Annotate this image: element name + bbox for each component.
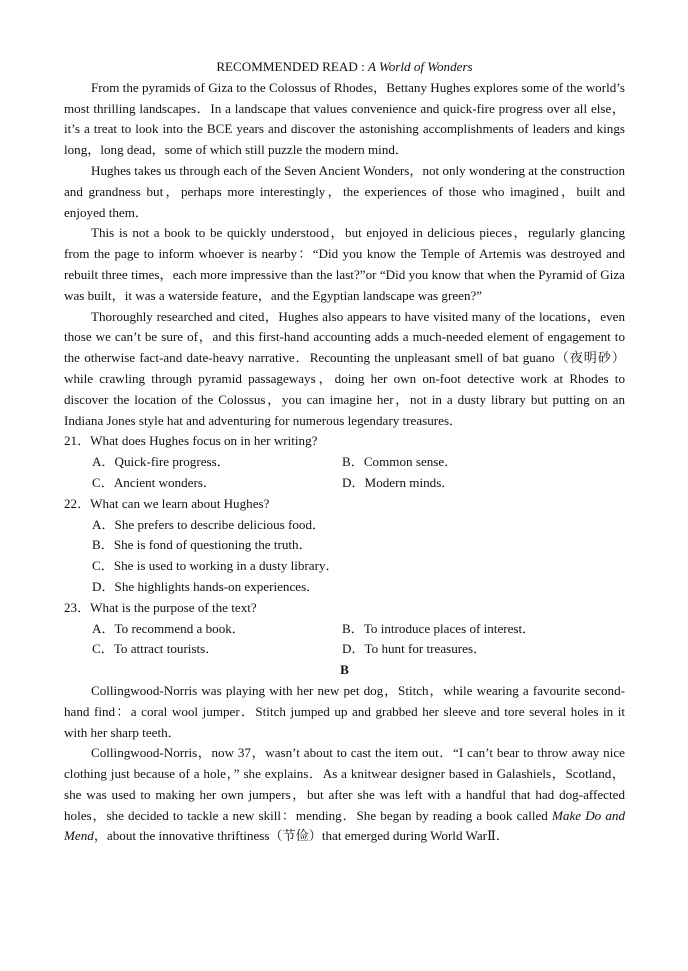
passage-b-book-title: Make Do and Mend xyxy=(64,807,625,844)
section-b-heading: B xyxy=(340,662,349,678)
question-21-option-b: B．Common sense． xyxy=(342,454,458,470)
question-23-option-b: B．To introduce places of interest． xyxy=(342,620,536,636)
question-23-option-d: D．To hunt for treasures． xyxy=(342,641,487,657)
question-21-option-d: D．Modern minds． xyxy=(342,474,455,490)
passage-b-paragraph-2 xyxy=(64,743,625,847)
question-22-option-b: B．She is fond of questioning the truth． xyxy=(92,537,312,553)
question-22-stem: 22．What can we learn about Hughes? xyxy=(64,495,270,511)
question-23-options-row-1 xyxy=(64,619,625,640)
passage-a-paragraph-3: This is not a book to be quickly understood，but enjoyed in delicious pieces，regularly glancing from the page to inform whoever is nearby：“Did you know the Temple of Artemis was destroyed and rebuilt three times，each more impressive than the last?”or “Did you know that when the Pyramid of Giza was built，it was a waterside feature，and the Egyptian landscape was green?” xyxy=(64,225,625,303)
question-21-option-c: C．Ancient wonders． xyxy=(92,474,217,490)
exam-page xyxy=(64,57,625,847)
question-21-option-a: A．Quick-fire progress． xyxy=(92,454,230,470)
question-23-option-c: C．To attract tourists． xyxy=(92,641,219,657)
passage-a-paragraph-1: From the pyramids of Giza to the Colossus of Rhodes，Bettany Hughes explores some of the world’s most thrilling landscapes．In a landscape that values convenience and quick-fire progress over all else，it’s a treat to look into the BCE years and discover the astonishing accomplishments of leaders and kings long，long dead，some of which still puzzle the modern mind． xyxy=(64,79,625,158)
page-title xyxy=(64,57,625,78)
question-21-options-row-1 xyxy=(64,452,625,473)
question-21-options-row-2 xyxy=(64,473,625,494)
question-23-option-a: A．To recommend a book． xyxy=(92,620,245,636)
question-23-stem: 23．What is the purpose of the text? xyxy=(64,599,257,615)
question-22-option-c: C．She is used to working in a dusty library． xyxy=(92,558,339,574)
passage-a-paragraph-2: Hughes takes us through each of the Seven Ancient Wonders，not only wondering at the construction and grandness but，perhaps more interestingly，the experiences of those who imagined，built and enjoyed them． xyxy=(64,162,625,220)
question-23-options-row-2 xyxy=(64,639,625,660)
passage-b-paragraph-1: Collingwood-Norris was playing with her new pet dog，Stitch，while wearing a favourite second-hand find：a coral wool jumper．Stitch jumped up and grabbed her sleeve and tore several holes in it with her sharp teeth． xyxy=(64,682,625,740)
title-book: A World of Wonders xyxy=(368,59,473,74)
question-22-option-d: D．She highlights hands-on experiences． xyxy=(92,578,320,594)
passage-b-paragraph-2-text: Collingwood-Norris，now 37，wasn’t about to cast the item out．“I can’t bear to throw away nice clothing just because of a hole，” she explains．As a knitwear designer based in Galashiels，Scotland，she was used to making her own jumpers，but after she was left with a handful that had dog-affected holes，she decided to tackle a new skill：mending．She began by reading a book called xyxy=(64,745,625,823)
question-22-option-a: A．She prefers to describe delicious food． xyxy=(92,516,326,532)
passage-a-paragraph-4: Thoroughly researched and cited，Hughes also appears to have visited many of the locations，even those we can’t be sure of，and this first-hand accounting adds a much-needed element of engagement to the otherwise fact-and date-heavy narrative．Recounting the unpleasant smell of bat guano（夜明砂）while crawling through pyramid passageways，doing her own on-foot detective work at Rhodes to discover the location of the Colossus，you can imagine her，not in a dusty library but putting on an Indiana Jones style hat and adventuring for numerous legendary treasures． xyxy=(64,308,625,428)
question-21-stem: 21．What does Hughes focus on in her writing? xyxy=(64,433,318,449)
passage-b-paragraph-2-end: ，about the innovative thriftiness（节俭）that emerged during World WarⅡ． xyxy=(93,828,509,844)
title-prefix: RECOMMENDED READ : xyxy=(216,59,368,74)
